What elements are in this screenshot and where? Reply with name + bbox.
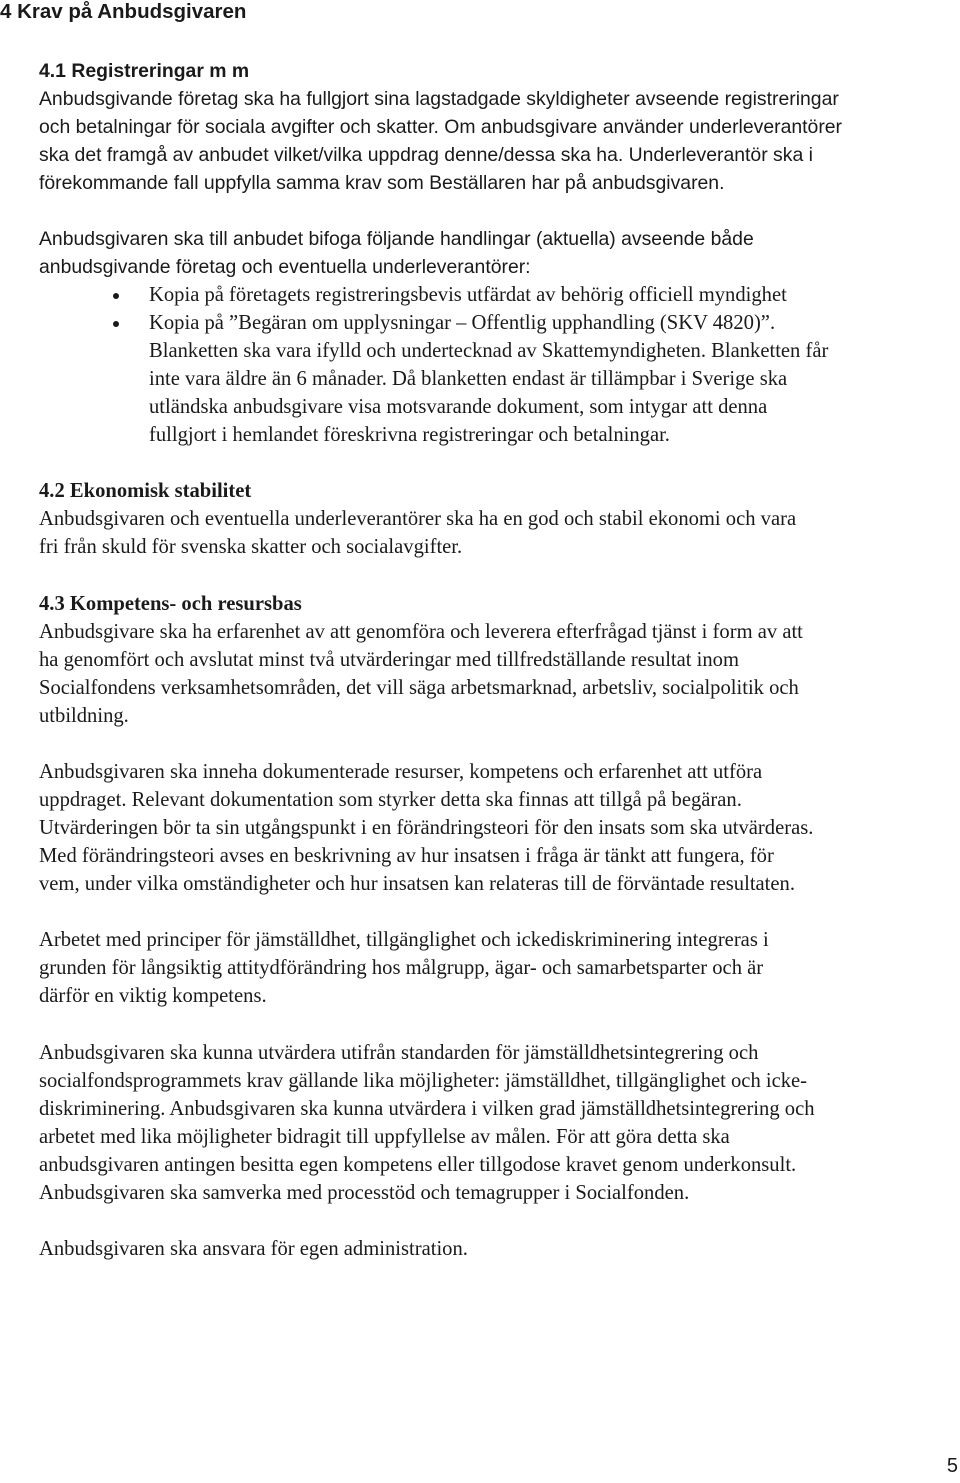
list-item — [0, 281, 960, 309]
text-line: inte vara äldre än 6 månader. Då blanketten endast är tillämpbar i Sverige ska — [149, 368, 788, 390]
text-line: och betalningar för sociala avgifter och skatter. Om anbudsgivare använder underleverantörer — [39, 116, 843, 138]
text-line: vem, under vilka omständigheter och hur insatsen kan relateras till de förväntade resultaten. — [39, 873, 795, 895]
text-line: anbudsgivande företag och eventuella underleverantörer: — [39, 256, 531, 278]
page-number: 5 — [946, 1455, 958, 1477]
text-line: Anbudsgivaren ska samverka med processtöd och temagrupper i Socialfonden. — [39, 1182, 690, 1204]
paragraph-registration-requirements — [39, 85, 960, 197]
text-line: diskriminering. Anbudsgivaren ska kunna utvärdera i vilken grad jämställdhetsintegrering och — [39, 1098, 815, 1120]
text-line: fullgjort i hemlandet föreskrivna registreringar och betalningar. — [149, 424, 670, 446]
paragraph-economic-stability — [39, 505, 960, 561]
section-heading-4-1: 4.1 Registreringar m m — [39, 60, 250, 82]
text-line: grunden för långsiktig attitydförändring hos målgrupp, ägar- och samarbetsparter och är — [39, 957, 764, 979]
text-line: utbildning. — [39, 705, 129, 727]
bullet-icon — [113, 293, 119, 299]
text-line: Kopia på företagets registreringsbevis utfärdat av behörig officiell myndighet — [149, 284, 787, 306]
text-line: Anbudsgivaren ska kunna utvärdera utifrån standarden för jämställdhetsintegrering och — [39, 1042, 759, 1064]
section-heading-4-2: 4.2 Ekonomisk stabilitet — [39, 480, 252, 502]
paragraph-experience — [39, 618, 960, 730]
text-line: Socialfondens verksamhetsområden, det vill säga arbetsmarknad, arbetsliv, socialpolitik och — [39, 677, 799, 699]
attachments-list — [0, 281, 960, 449]
text-line: ska det framgå av anbudet vilket/vilka uppdrag denne/dessa ska ha. Underleverantör ska i — [39, 144, 813, 166]
text-line: fri från skuld för svenska skatter och socialavgifter. — [39, 536, 463, 558]
list-item — [0, 309, 960, 449]
paragraph-evaluation-standard — [39, 1039, 960, 1207]
text-line: Anbudsgivaren och eventuella underleverantörer ska ha en god och stabil ekonomi och vara — [39, 508, 797, 530]
text-line: Anbudsgivaren ska ansvara för egen administration. — [39, 1238, 468, 1260]
text-line: Kopia på ”Begäran om upplysningar – Offentlig upphandling (SKV 4820)”. — [149, 312, 776, 334]
section-heading-4-3: 4.3 Kompetens- och resursbas — [39, 593, 302, 615]
chapter-title: 4 Krav på Anbudsgivaren — [0, 0, 247, 23]
text-line: Med förändringsteori avses en beskrivning av hur insatsen i fråga är tänkt att fungera, för — [39, 845, 774, 867]
text-line: därför en viktig kompetens. — [39, 985, 267, 1007]
text-line: Utvärderingen bör ta sin utgångspunkt i en förändringsteori för den insats som ska utvärderas. — [39, 817, 814, 839]
paragraph-attachments-intro — [39, 225, 960, 281]
text-line: Anbudsgivaren ska inneha dokumenterade resurser, kompetens och erfarenhet att utföra — [39, 761, 763, 783]
paragraph-administration — [39, 1235, 960, 1263]
text-line: utländska anbudsgivare visa motsvarande dokument, som intygar att denna — [149, 396, 768, 418]
text-line: uppdraget. Relevant dokumentation som styrker detta ska finnas att tillgå på begäran. — [39, 789, 742, 811]
text-line: förekommande fall uppfylla samma krav som Beställaren har på anbudsgivaren. — [39, 172, 725, 194]
text-line: arbetet med lika möjligheter bidragit till uppfyllelse av målen. För att göra detta ska — [39, 1126, 730, 1148]
text-line: anbudsgivaren antingen besitta egen kompetens eller tillgodose kravet genom underkonsult. — [39, 1154, 797, 1176]
bullet-icon — [113, 321, 119, 327]
paragraph-resources — [39, 758, 960, 898]
text-line: Anbudsgivaren ska till anbudet bifoga följande handlingar (aktuella) avseende både — [39, 228, 754, 250]
text-line: Anbudsgivande företag ska ha fullgjort sina lagstadgade skyldigheter avseende registreringar — [39, 88, 839, 110]
text-line: ha genomfört och avslutat minst två utvärderingar med tillfredställande resultat inom — [39, 649, 739, 671]
text-line: Arbetet med principer för jämställdhet, tillgänglighet och ickediskriminering integreras i — [39, 929, 769, 951]
text-line: Blanketten ska vara ifylld och undertecknad av Skattemyndigheten. Blanketten får — [149, 340, 829, 362]
text-line: socialfondsprogrammets krav gällande lika möjligheter: jämställdhet, tillgänglighet och icke- — [39, 1070, 808, 1092]
paragraph-equality-principles — [39, 926, 960, 1010]
text-line: Anbudsgivare ska ha erfarenhet av att genomföra och leverera efterfrågad tjänst i form av att — [39, 621, 803, 643]
